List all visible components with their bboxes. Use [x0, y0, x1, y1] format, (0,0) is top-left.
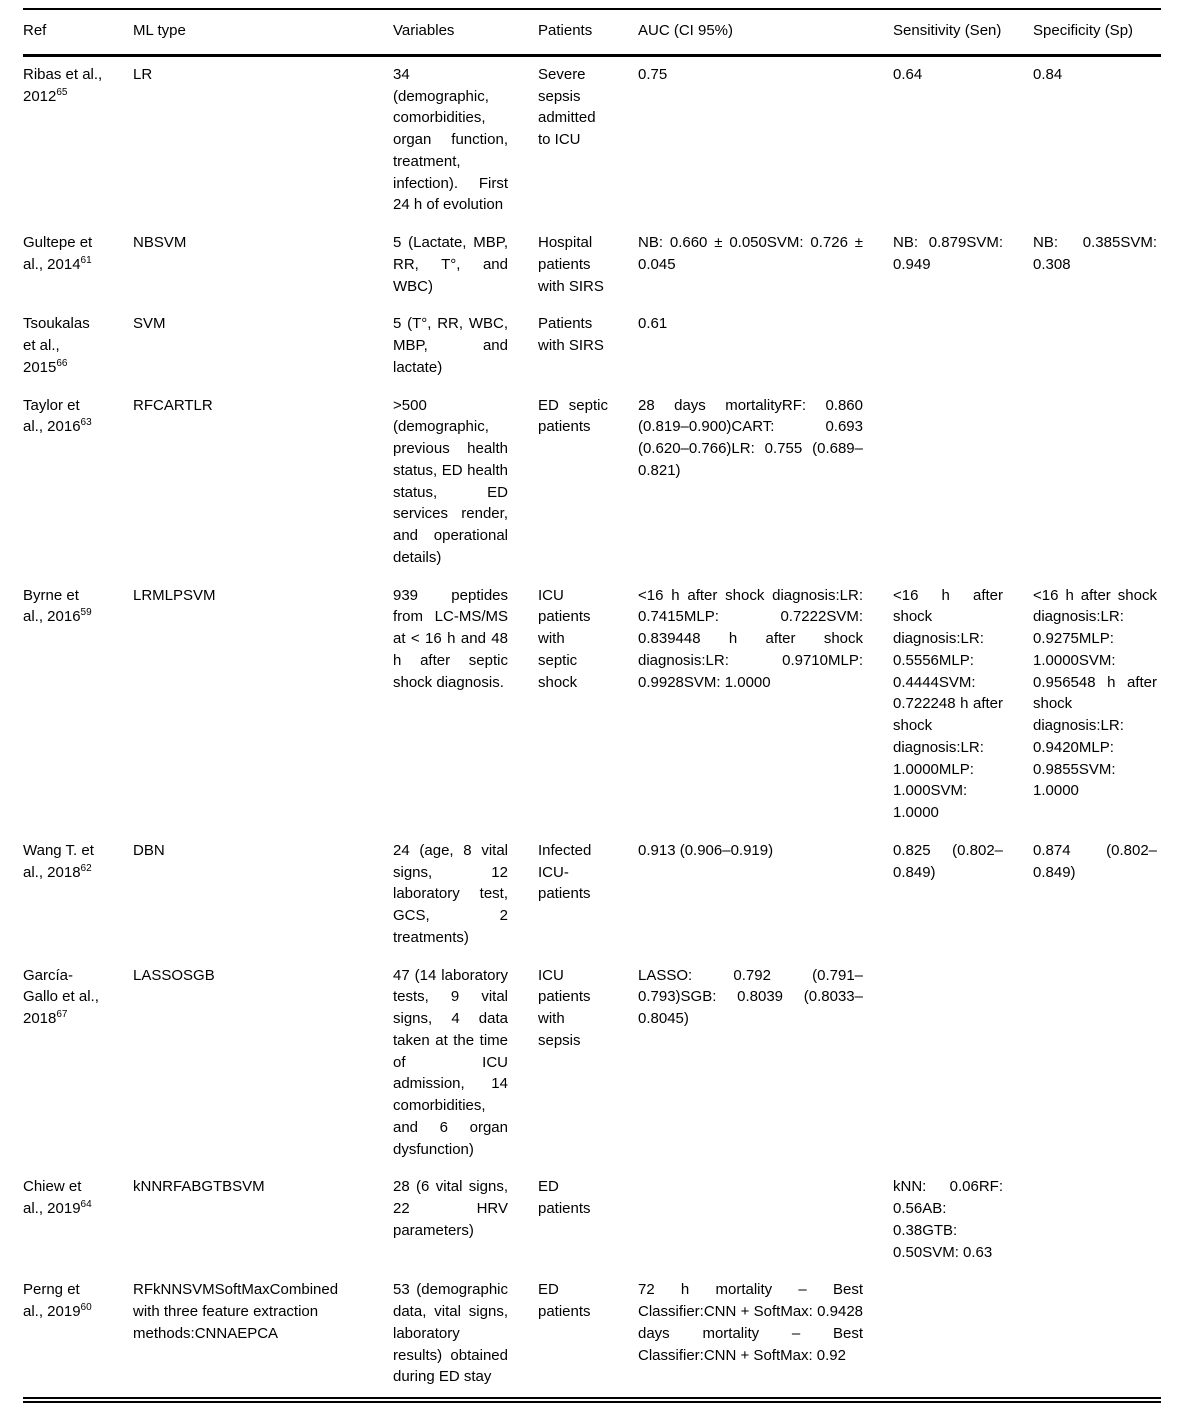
cell-sensitivity [893, 306, 1033, 387]
cell-patients: ED septic patients [538, 396, 608, 436]
cell-specificity [1033, 1272, 1161, 1397]
ref-citation-sup: 63 [80, 417, 92, 429]
col-header-specificity: Specificity (Sp) [1033, 10, 1161, 57]
ref-citation-sup: 59 [80, 607, 92, 619]
cell-ml-type: LR [133, 65, 153, 83]
cell-sensitivity [893, 1272, 1033, 1397]
cell-specificity: <16 h after shock diagnosis:LR: 0.9275MLP: 1.0000SVM: 0.956548 h after shock diagnosis:LR: 0.9420MLP: 0.9855SVM: 1.0000 [1033, 586, 1157, 800]
ref-citation-sup: 64 [80, 1199, 92, 1210]
ref-text: Tsoukalas et al., 2015 [23, 315, 90, 376]
cell-patients: Infected ICU-patients [538, 841, 592, 903]
cell-specificity [1033, 306, 1161, 387]
cell-ref [23, 1169, 133, 1272]
cell-sensitivity: 0.64 [893, 65, 923, 83]
header-row [23, 10, 1161, 57]
cell-sensitivity: 0.825 (0.802–0.849) [893, 841, 1003, 881]
cell-auc: 28 days mortalityRF: 0.860 (0.819–0.900)CART: 0.693 (0.620–0.766)LR: 0.755 (0.689–0.821) [638, 396, 863, 479]
cell-variables: 28 (6 vital signs, 22 HRV parameters) [393, 1178, 508, 1239]
cell-variables: >500 (demographic, previous health status, ED health status, ED services render, and operational details) [393, 396, 508, 566]
ref-text: Taylor et al., 2016 [23, 396, 81, 436]
col-header-auc: AUC (CI 95%) [638, 10, 893, 57]
ref-citation-sup: 60 [80, 1302, 92, 1313]
cell-ml-type: SVM [133, 315, 166, 333]
ref-text: Chiew et al., 2019 [23, 1178, 82, 1217]
ref-text: Gultepe et al., 2014 [23, 234, 93, 273]
table-row [23, 225, 1161, 306]
ref-text: Wang T. et al., 2018 [23, 841, 94, 881]
ref-citation-sup: 65 [56, 86, 68, 98]
cell-patients: Severe sepsis admitted to ICU [538, 65, 596, 148]
table-row [23, 1272, 1161, 1397]
cell-ref [23, 1272, 133, 1397]
ref-text: Byrne et al., 2016 [23, 586, 81, 626]
cell-sensitivity [893, 388, 1033, 578]
col-header-ref: Ref [23, 10, 133, 57]
cell-specificity [1033, 388, 1161, 578]
cell-sensitivity [893, 958, 1033, 1170]
cell-variables: 34 (demographic, comorbidities, organ function, treatment, infection). First 24 h of evolution [393, 65, 508, 214]
table-row [23, 388, 1161, 578]
cell-auc: NB: 0.660 ± 0.050SVM: 0.726 ± 0.045 [638, 234, 863, 273]
ref-citation-sup: 62 [80, 862, 92, 874]
cell-variables: 5 (Lactate, MBP, RR, T°, and WBC) [393, 234, 508, 295]
table-row [23, 958, 1161, 1170]
cell-ref [23, 306, 133, 387]
cell-patients: Hospital patients with SIRS [538, 234, 604, 295]
cell-sensitivity: NB: 0.879SVM: 0.949 [893, 234, 1003, 273]
table-row [23, 1169, 1161, 1272]
cell-patients: ICU patients with septic shock [538, 586, 591, 691]
cell-specificity [1033, 958, 1161, 1170]
cell-specificity: 0.84 [1033, 65, 1063, 83]
cell-patients: Patients with SIRS [538, 315, 604, 354]
cell-auc: 72 h mortality – Best Classifier:CNN + SoftMax: 0.9428 days mortality – Best Classifier:CNN + SoftMax: 0.92 [638, 1281, 863, 1364]
cell-auc: 0.913 (0.906–0.919) [638, 841, 774, 859]
ref-text: Perng et al., 2019 [23, 1281, 81, 1320]
table-body [23, 57, 1161, 1397]
cell-ml-type: DBN [133, 841, 165, 859]
ref-text: Ribas et al., 2012 [23, 65, 103, 105]
cell-patients: ED patients [538, 1281, 591, 1320]
cell-variables: 53 (demographic data, vital signs, laboratory results) obtained during ED stay [393, 1281, 508, 1386]
col-header-ml-type: ML type [133, 10, 393, 57]
ref-citation-sup: 66 [56, 357, 68, 369]
cell-specificity: 0.874 (0.802–0.849) [1033, 841, 1157, 881]
ml-sepsis-studies-table [23, 8, 1161, 1403]
table-row [23, 833, 1161, 958]
cell-sensitivity: kNN: 0.06RF: 0.56AB: 0.38GTB: 0.50SVM: 0.63 [893, 1178, 1003, 1261]
ref-citation-sup: 67 [56, 1009, 68, 1020]
cell-auc: LASSO: 0.792 (0.791–0.793)SGB: 0.8039 (0.8033–0.8045) [638, 966, 863, 1027]
cell-ml-type: LASSOSGB [133, 966, 215, 984]
cell-auc: 0.61 [638, 315, 668, 333]
ref-citation-sup: 61 [80, 254, 92, 266]
cell-ml-type: RFCARTLR [133, 396, 213, 414]
cell-variables: 47 (14 laboratory tests, 9 vital signs, 4 data taken at the time of ICU admission, 14 comorbidities, and 6 organ dysfunction) [393, 966, 508, 1158]
cell-ml-type: LRMLPSVM [133, 586, 216, 604]
cell-ml-type: kNNRFABGTBSVM [133, 1178, 265, 1196]
cell-specificity [1033, 1169, 1161, 1272]
cell-variables: 5 (T°, RR, WBC, MBP, and lactate) [393, 315, 508, 376]
ref-text: García-Gallo et al., 2018 [23, 966, 99, 1027]
cell-variables: 24 (age, 8 vital signs, 12 laboratory test, GCS, 2 treatments) [393, 841, 508, 946]
cell-patients: ED patients [538, 1178, 591, 1217]
col-header-variables: Variables [393, 10, 538, 57]
table-row [23, 306, 1161, 387]
cell-ml-type: RFkNNSVMSoftMaxCombined with three feature extraction methods:CNNAEPCA [133, 1281, 339, 1342]
cell-ref [23, 958, 133, 1170]
cell-sensitivity: <16 h after shock diagnosis:LR: 0.5556MLP: 0.4444SVM: 0.722248 h after shock diagnosis:LR: 1.0000MLP: 1.000SVM: 1.0000 [893, 586, 1003, 821]
cell-specificity: NB: 0.385SVM: 0.308 [1033, 234, 1157, 273]
cell-ref [23, 225, 133, 306]
table-row [23, 578, 1161, 833]
cell-ref [23, 833, 133, 958]
col-header-sensitivity: Sensitivity (Sen) [893, 10, 1033, 57]
cell-ref [23, 57, 133, 225]
table-header [23, 10, 1161, 57]
cell-ref [23, 578, 133, 833]
cell-auc: <16 h after shock diagnosis:LR: 0.7415MLP: 0.7222SVM: 0.839448 h after shock diagnosis:LR: 0.9710MLP: 0.9928SVM: 1.0000 [638, 586, 863, 691]
cell-auc [638, 1169, 893, 1272]
cell-ref [23, 388, 133, 578]
cell-ml-type: NBSVM [133, 234, 187, 251]
col-header-patients: Patients [538, 10, 638, 57]
cell-patients: ICU patients with sepsis [538, 966, 591, 1049]
cell-variables: 939 peptides from LC-MS/MS at < 16 h and 48 h after septic shock diagnosis. [393, 586, 508, 691]
cell-auc: 0.75 [638, 65, 668, 83]
table-row [23, 57, 1161, 225]
